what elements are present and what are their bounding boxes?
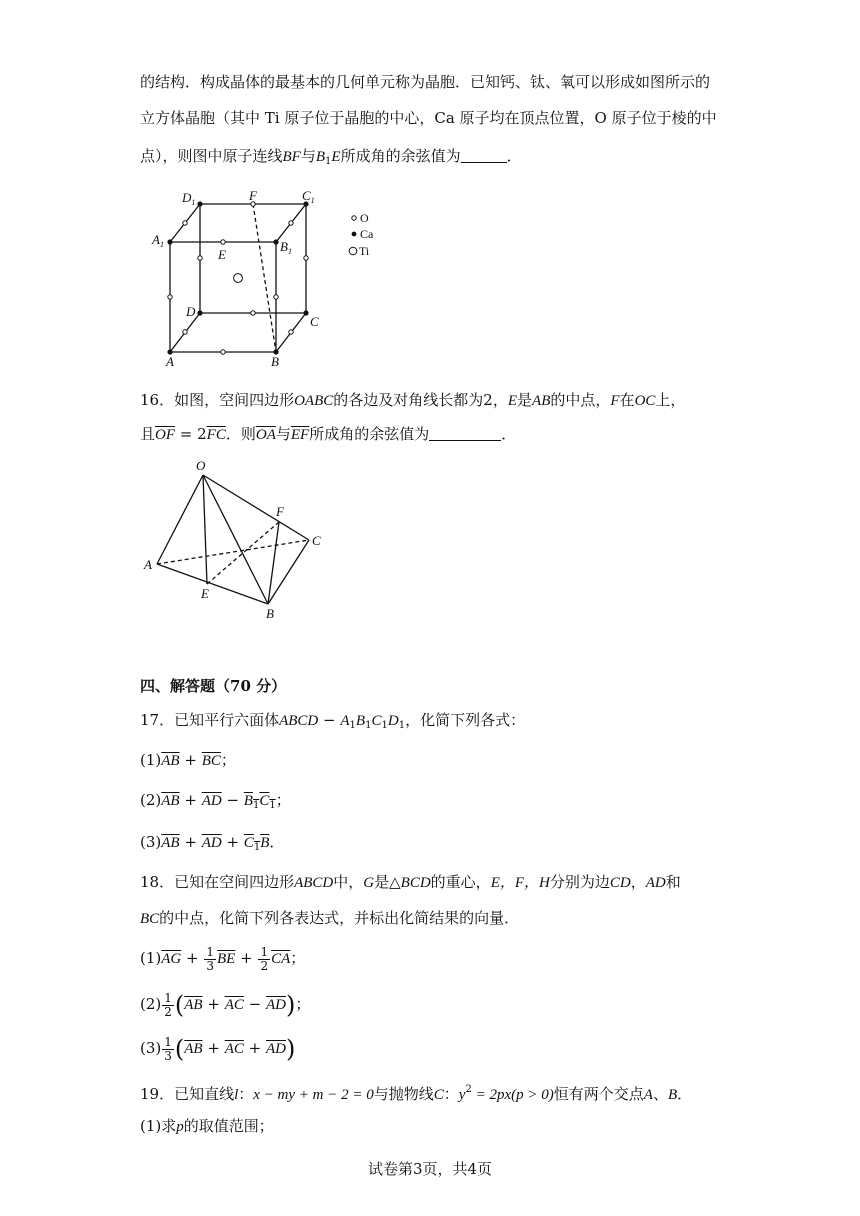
label-A: A bbox=[144, 557, 152, 572]
edge-BC bbox=[268, 540, 309, 604]
p17-item-3: $(3)\overline{AB} + \overline{AD} + C_1B$． bbox=[140, 833, 285, 853]
label-A1: $A_1$ bbox=[152, 232, 164, 249]
atom-ca-D bbox=[197, 310, 202, 315]
label-B: B bbox=[266, 606, 274, 620]
label-C1: $C_1$ bbox=[302, 188, 315, 205]
svg-text:Ti: Ti bbox=[359, 244, 370, 258]
label-C: C bbox=[312, 533, 321, 548]
p16-line-2: 且$\overline{OF} = 2\overline{FC}$．则$\overline{OA}$与$\overline{EF}$所成角的余弦值为 ． bbox=[140, 425, 517, 443]
edge-OA bbox=[157, 475, 203, 564]
legend bbox=[349, 211, 374, 258]
atom-o bbox=[183, 221, 187, 225]
section-title: 四、解答题（70 分） bbox=[140, 677, 287, 695]
p16-line-1: 16．如图，空间四边形OABC的各边及对角线长都为2，E是AB的中点，F在OC上， bbox=[140, 391, 686, 409]
label-D: D bbox=[186, 304, 196, 319]
atom-o bbox=[168, 295, 172, 299]
segment-OE bbox=[203, 475, 207, 584]
answer-blank bbox=[461, 148, 507, 163]
atom-o bbox=[289, 330, 293, 334]
atom-ca-C bbox=[303, 310, 308, 315]
atom-o bbox=[183, 330, 187, 334]
label-E: E bbox=[218, 247, 226, 262]
svg-text:Ca: Ca bbox=[360, 227, 374, 241]
p18-item-1: $(1)\overline{AG}$ + $\frac{1}{3}$ $\overline{BE}$ + $\frac{1}{2}$ $\overline{CA}$； bbox=[140, 944, 306, 973]
cube-crystal-figure bbox=[140, 186, 400, 372]
tetrahedron-figure bbox=[140, 456, 340, 620]
label-F: F bbox=[249, 188, 257, 203]
atom-o bbox=[251, 311, 255, 315]
atom-ti-center bbox=[234, 274, 243, 283]
p15-line-3: 点），则图中原子连线BF与$B_1E$所成角的余弦值为 ． bbox=[140, 147, 522, 167]
svg-text:O: O bbox=[360, 211, 369, 225]
label-E: E bbox=[201, 586, 209, 601]
answer-blank bbox=[429, 426, 501, 441]
atom-ca-A1 bbox=[167, 239, 172, 244]
label-A: A bbox=[166, 354, 174, 369]
label-B: B bbox=[271, 354, 279, 369]
label-F: F bbox=[276, 504, 284, 519]
p15-line-1: 的结构．构成晶体的最基本的几何单元称为晶胞．已知钙、钛、氧可以形成如图所示的 bbox=[140, 73, 711, 91]
p19-line-1: 19．已知直线l：x − my + m − 2 = 0与抛物线C：$y^2 = 2px(p > 0)$恒有两个交点A、B． bbox=[140, 1084, 693, 1103]
atom-o bbox=[289, 221, 293, 225]
edge-AC-hidden bbox=[157, 540, 309, 564]
label-O: O bbox=[196, 458, 206, 473]
p15-line-2: 立方体晶胞（其中 Ti 原子位于晶胞的中心，Ca 原子均在顶点位置，O 原子位于棱的中 bbox=[140, 109, 717, 127]
p17-item-2: $(2)\overline{AB} + \overline{AD} - B_1C_1$； bbox=[140, 791, 291, 811]
page-footer: 试卷第3页，共4页 bbox=[367, 1160, 493, 1178]
atom-o-E bbox=[221, 240, 225, 244]
legend-o-icon bbox=[352, 216, 356, 220]
segment-BF bbox=[268, 522, 279, 604]
p18-item-2: (2) $\frac{1}{2}$ $(\overline{AB} + \overline{AC} - \overline{AD})$； bbox=[140, 990, 311, 1019]
legend-ti-icon bbox=[349, 247, 357, 255]
atom-o bbox=[304, 256, 308, 260]
p17-intro: 17．已知平行六面体ABCD − $A_1B_1C_1D_1$，化简下列各式： bbox=[140, 711, 526, 731]
p19-item-1: (1)求p的取值范围； bbox=[140, 1117, 274, 1135]
atom-o bbox=[221, 350, 225, 354]
atom-ca-B1 bbox=[273, 239, 278, 244]
p17-item-1: $(1)\overline{AB} + \overline{BC}$； bbox=[140, 751, 236, 769]
p18-line-2: BC的中点，化简下列各表达式，并标出化简结果的向量． bbox=[140, 909, 520, 927]
segment-BF bbox=[253, 204, 276, 352]
p18-line-1: 18．已知在空间四边形ABCD中，G是△BCD的重心，E，F，H分别为边CD，AD和 bbox=[140, 873, 681, 891]
legend-ca-icon bbox=[352, 232, 357, 237]
label-C: C bbox=[310, 314, 319, 329]
label-B1: $B_1$ bbox=[280, 239, 292, 256]
label-D1: $D_1$ bbox=[182, 190, 196, 207]
p18-item-3: (3) $\frac{1}{3}$ $(\overline{AB} + \overline{AC} + \overline{AD})$ bbox=[140, 1034, 296, 1063]
atom-ca-D1 bbox=[197, 201, 202, 206]
atom-o bbox=[274, 295, 278, 299]
atom-o bbox=[198, 256, 202, 260]
